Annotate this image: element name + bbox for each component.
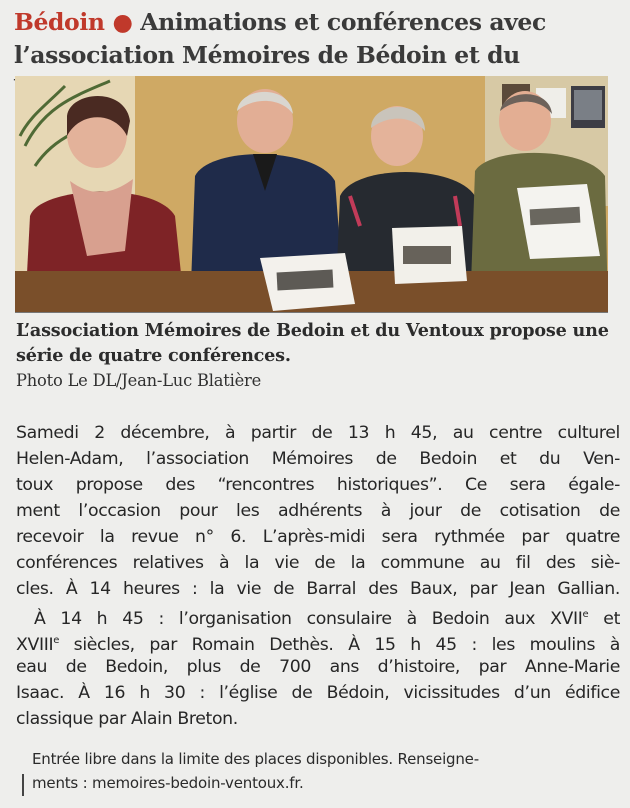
- photo-caption: L’association Mémoires de Bedoin et du Ventoux propose une série de quatre conférences.: [16, 320, 609, 366]
- article-photo: [15, 76, 608, 313]
- article-line: cles. À 14 heures : la vie de Barral des Baux, par Jean Gallian.: [16, 579, 620, 599]
- article-line: Helen-Adam, l’association Mémoires de Bedoin et du Ven-: [16, 449, 620, 469]
- photo-credit: Photo Le DL/Jean-Luc Blatière: [16, 371, 262, 390]
- article-line: eau de Bedoin, plus de 700 ans d’histoire, par Anne-Marie: [16, 657, 620, 677]
- info-divider: [22, 774, 24, 796]
- article-line: recevoir la revue n° 6. L’après-midi sera rythmée par quatre: [16, 527, 620, 547]
- bullet-icon: ●: [112, 8, 141, 36]
- info-box: [32, 747, 588, 795]
- article-line: XVIIIe siècles, par Romain Dethès. À 15 h 45 : les moulins à: [16, 634, 620, 655]
- article-body: [16, 420, 620, 732]
- headline-title: Animations et conférences avec l’association Mémoires de Bédoin et du: [14, 8, 546, 69]
- info-line: Entrée libre dans la limite des places disponibles. Renseigne-: [32, 750, 479, 768]
- headline-kicker: Bédoin: [14, 8, 105, 36]
- article-line: ment l’occasion pour les adhérents à jour de cotisation de: [16, 501, 620, 521]
- article-line: conférences relatives à la vie de la commune au fil des siè-: [16, 553, 620, 573]
- article-line: Isaac. À 16 h 30 : l’église de Bédoin, vicissitudes d’un édifice: [16, 683, 620, 703]
- article-line: Samedi 2 décembre, à partir de 13 h 45, au centre culturel: [16, 423, 620, 443]
- info-line: ments : memoires-bedoin-ventoux.fr.: [32, 774, 304, 792]
- article-line: toux propose des “rencontres historiques”. Ce sera égale-: [16, 475, 620, 495]
- article-line: classique par Alain Breton.: [16, 709, 238, 729]
- article-line: À 14 h 45 : l’organisation consulaire à Bedoin aux XVIIe et: [34, 608, 621, 629]
